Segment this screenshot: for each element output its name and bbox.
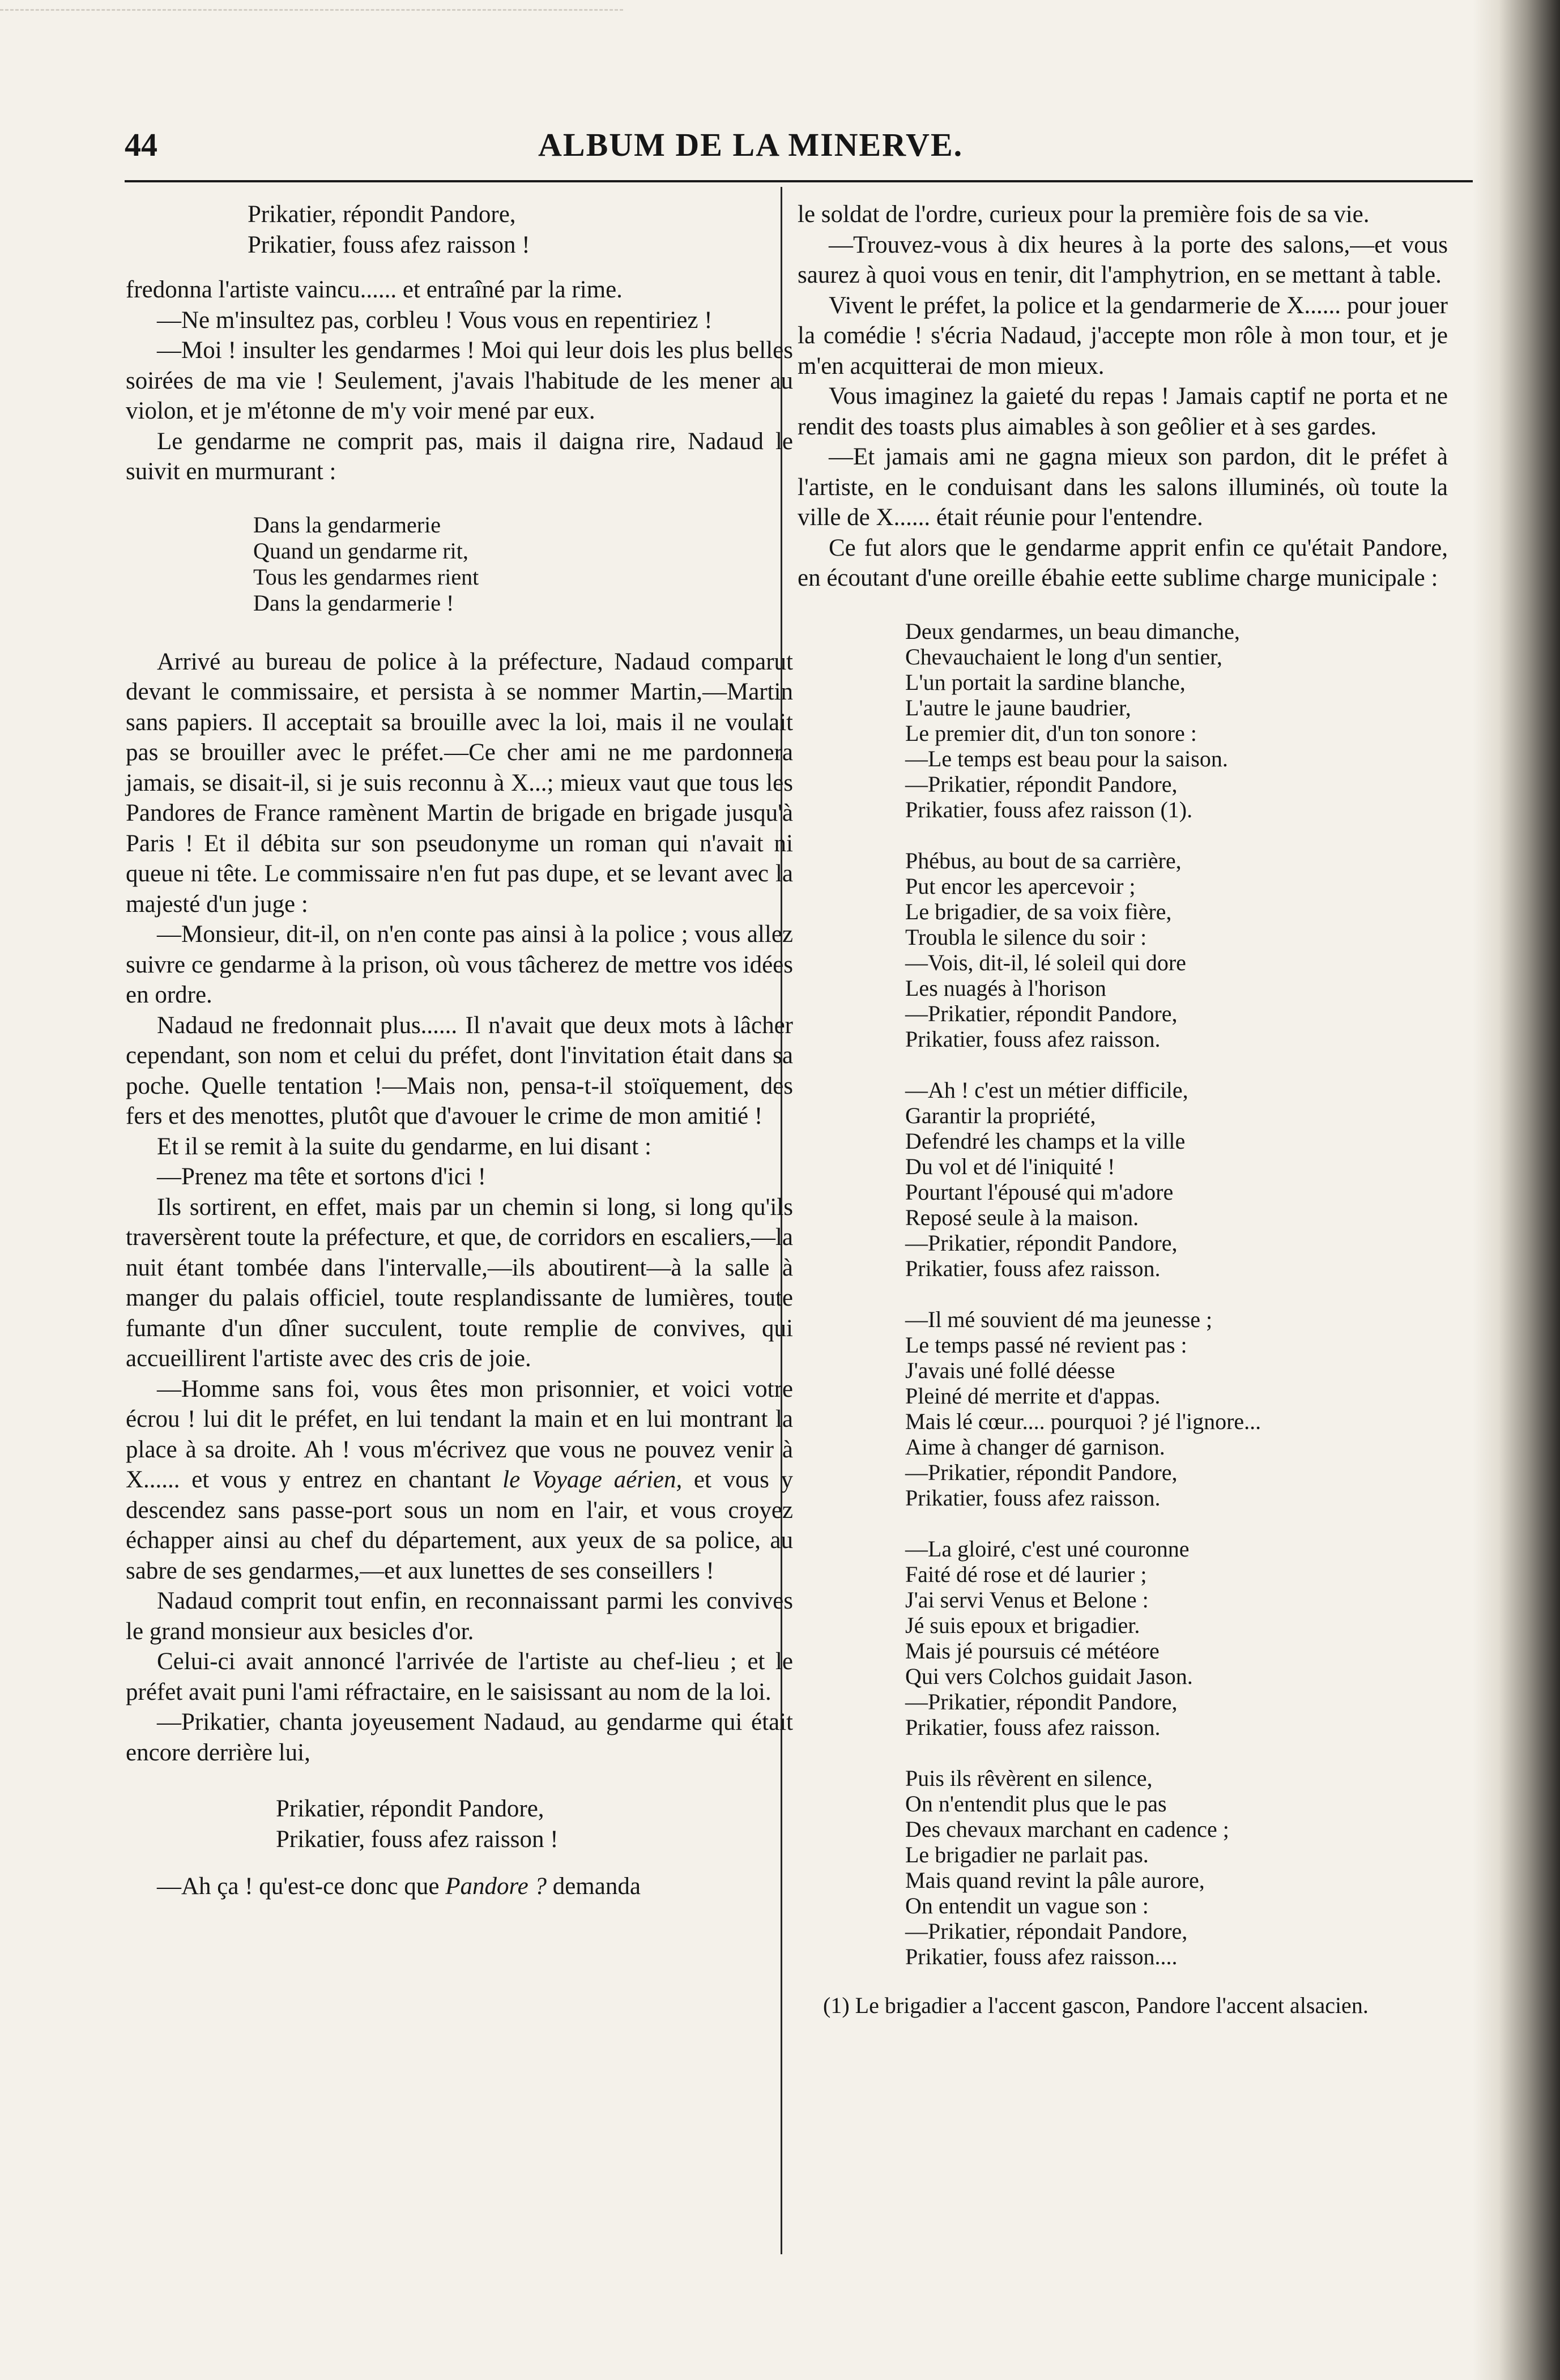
verse-line: Prikatier, répondit Pandore, [276,1795,544,1822]
paragraph: Ils sortirent, en effet, mais par un chemin si long, si long qu'ils traversèrent toute la préfecture, et que, de corridors en escaliers,—la nuit étant tombée dans l'intervalle,—ils aboutirent—à la salle à manger du palais officiel, toute resplandissante de lumières, toute fumante d'un dîner succulent, toute remplie de convives, qui accueillirent l'artiste avec des cris de joie. [126,1193,793,1372]
page-number: 44 [125,126,157,163]
verse-line: On n'entendit plus que le pas [905,1790,1167,1816]
verse-line: Prikatier, fouss afez raisson ! [276,1825,559,1853]
song-stanza [798,1536,1448,1740]
verse-line: Le brigadier, de sa voix fière, [905,898,1172,924]
verse-gendarmerie [126,512,793,616]
verse-line: Reposé seule à la maison. [905,1204,1139,1230]
verse-line: Les nuagés à l'horison [905,975,1106,1001]
verse-line: Puis ils rêvèrent en silence, [905,1765,1153,1791]
verse-line: Aime à changer dé garnison. [905,1434,1165,1460]
paragraph: Celui-ci avait annoncé l'arrivée de l'artiste au chef-lieu ; et le préfet avait puni l'ami réfractaire, en le saisissant au nom de la loi. [126,1648,793,1705]
scan-top-edge [0,0,623,11]
verse-refrain-top [126,199,793,260]
paragraph: —Ne m'insultez pas, corbleu ! Vous vous en repentiriez ! [157,306,713,334]
verse-line: Des chevaux marchant en cadence ; [905,1816,1229,1842]
italic-word: Pandore ? [445,1873,547,1900]
verse-line: Prikatier, fouss afez raisson.... [905,1943,1178,1969]
verse-line: —Prikatier, répondit Pandore, [905,1459,1178,1485]
verse-line: —Il mé souvient dé ma jeunesse ; [905,1306,1213,1332]
verse-line: Le temps passé né revient pas : [905,1332,1187,1358]
paragraph-text: —Ah ça ! qu'est-ce donc que [157,1873,440,1900]
page-gutter-shadow [1473,0,1560,2380]
paragraph: Vous imaginez la gaieté du repas ! Jamais captif ne porta et ne rendit des toasts plus aimables à son geôlier et à ses gardes. [798,383,1448,440]
header-rule [125,180,1473,182]
song-stanza [798,848,1448,1052]
verse-line: —Prikatier, répondit Pandore, [905,1000,1178,1026]
paragraph-text: et vous y descendez sans passe-port sous un nom en l'air, et vous croyez échapper ainsi au chef du département, aux yeux de sa police, au sabre de ses gendarmes,—et aux lunettes de ses conseillers ! [126,1466,793,1584]
verse-line: Deux gendarmes, un beau dimanche, [905,618,1240,644]
verse-line: —Vois, dit-il, lé soleil qui dore [905,949,1186,975]
verse-line: Prikatier, répondit Pandore, [248,201,516,228]
verse-line: Chevauchaient le long d'un sentier, [905,643,1222,669]
song-stanza [798,1765,1448,1969]
verse-line: Mais quand revint la pâle aurore, [905,1867,1205,1893]
verse-line: Jé suis epoux et brigadier. [905,1612,1140,1638]
paragraph: —Et jamais ami ne gagna mieux son pardon, dit le préfet à l'artiste, en le conduisant dans les salons illuminés, où toute la ville de X...... était réunie pour l'entendre. [798,443,1448,531]
paragraph: Nadaud ne fredonnait plus...... Il n'avait que deux mots à lâcher cependant, son nom et celui du préfet, dont l'invitation était dans sa poche. Quelle tentation !—Mais non, pensa-t-il stoïquement, des fers et des menottes, plutôt que d'avouer le crime de mon amitié ! [126,1012,793,1129]
verse-line: —Prikatier, répondit Pandore, [905,1230,1178,1256]
song-title: le Voyage aérien, [502,1466,683,1493]
song-stanza [798,1077,1448,1281]
verse-line: Prikatier, fouss afez raisson ! [248,231,530,258]
verse-line: —Prikatier, répondit Pandore, [905,771,1178,797]
verse-line: Pourtant l'épousé qui m'adore [905,1179,1174,1205]
paragraph: Ce fut alors que le gendarme apprit enfin ce qu'était Pandore, en écoutant d'une oreille ébahie eette sublime charge municipale : [798,534,1448,591]
paragraph: Vivent le préfet, la police et la gendarmerie de X...... pour jouer la comédie ! s'écria Nadaud, j'accepte mon rôle à mon tour, et je m'en acquitterai de mon mieux. [798,292,1448,379]
verse-line: Qui vers Colchos guidait Jason. [905,1663,1193,1689]
verse-refrain-bottom [126,1794,793,1854]
paragraph: fredonna l'artiste vaincu...... et entraîné par la rime. [126,276,623,303]
verse-line: Le premier dit, d'un ton sonore : [905,720,1197,746]
verse-line: Dans la gendarmerie ! [253,590,454,616]
paragraph: Arrivé au bureau de police à la préfecture, Nadaud comparut devant le commissaire, et persista à se nommer Martin,—Martin sans papiers. Il acceptait sa brouille avec la loi, mais il ne voulait pas se brouiller avec le préfet.—Ce cher ami ne me pardonnera jamais, se disait-il, si je suis reconnu à X...; mieux vaut que tous les Pandores de France ramènent Martin de brigade en brigade jusqu'à Paris ! Et il débita sur son pseudonyme un roman qui n'avait ni queue ni tête. Le commissaire n'en fut pas dupe, et se levant avec la majesté d'un juge : [126,648,793,918]
song-stanza [798,1307,1448,1511]
paragraph [126,1374,793,1586]
verse-line: Prikatier, fouss afez raisson. [905,1714,1161,1740]
verse-line: Put encor les apercevoir ; [905,873,1136,899]
verse-line: Prikatier, fouss afez raisson. [905,1255,1161,1281]
right-column [798,199,1448,2019]
verse-line: Prikatier, fouss afez raisson. [905,1026,1161,1052]
verse-line: Du vol et dé l'iniquité ! [905,1153,1115,1179]
verse-line: Troubla le silence du soir : [905,924,1147,950]
paragraph: —Prikatier, chanta joyeusement Nadaud, au gendarme qui était encore derrière lui, [126,1709,793,1766]
paragraph-text: —Homme sans foi, vous êtes mon prisonnier, et voici votre écrou ! lui dit le préfet, en lui tendant la main et en lui montrant la place à sa droite. Ah ! vous m'écrivez que vous ne pouvez venir à X...... et vous y entrez en chantant [126,1375,793,1493]
running-title: ALBUM DE LA MINERVE. [538,126,964,163]
verse-line: Prikatier, fouss afez raisson (1). [905,796,1193,822]
verse-line: J'avais uné follé déesse [905,1357,1115,1383]
paragraph: —Prenez ma tête et sortons d'ici ! [157,1163,486,1190]
verse-line: Tous les gendarmes rient [253,564,479,590]
verse-line: Prikatier, fouss afez raisson. [905,1485,1161,1511]
paragraph: Le gendarme ne comprit pas, mais il daigna rire, Nadaud le suivit en murmurant : [126,428,793,485]
song-stanza [798,619,1448,822]
verse-line: Defendré les champs et la ville [905,1128,1186,1154]
verse-line: Phébus, au bout de sa carrière, [905,847,1182,873]
verse-line: On entendit un vague son : [905,1892,1149,1918]
verse-line: L'autre le jaune baudrier, [905,694,1131,720]
footnote: (1) Le brigadier a l'accent gascon, Pandore l'accent alsacien. [823,1992,1369,2018]
page-header [125,126,1473,188]
verse-line: J'ai servi Venus et Belone : [905,1586,1149,1613]
left-column [126,199,793,1902]
verse-line: —Le temps est beau pour la saison. [905,745,1228,771]
verse-line: Le brigadier ne parlait pas. [905,1841,1149,1867]
verse-line: Pleiné dé merrite et d'appas. [905,1383,1161,1409]
verse-line: Garantir la propriété, [905,1102,1096,1128]
paragraph: Nadaud comprit tout enfin, en reconnaissant parmi les convives le grand monsieur aux besicles d'or. [126,1588,793,1645]
paragraph: Et il se remit à la suite du gendarme, en lui disant : [157,1133,651,1160]
verse-line: —La gloiré, c'est uné couronne [905,1536,1190,1562]
verse-line: Faité dé rose et dé laurier ; [905,1561,1147,1587]
verse-line: L'un portait la sardine blanche, [905,669,1186,695]
verse-line: Mais lé cœur.... pourquoi ? jé l'ignore... [905,1408,1261,1434]
paragraph: —Monsieur, dit-il, on n'en conte pas ainsi à la police ; vous allez suivre ce gendarme à la prison, où vous tâcherez de mettre vos idées en ordre. [126,921,793,1008]
verse-line: Quand un gendarme rit, [253,538,468,564]
verse-line: —Prikatier, répondit Pandore, [905,1688,1178,1714]
verse-line: —Prikatier, répondait Pandore, [905,1918,1188,1944]
verse-line: Dans la gendarmerie [253,511,441,538]
paragraph: —Trouvez-vous à dix heures à la porte des salons,—et vous saurez à quoi vous en tenir, dit l'amphytrion, en se mettant à table. [798,231,1448,288]
paragraph-text: demanda [552,1873,641,1900]
paragraph: —Moi ! insulter les gendarmes ! Moi qui leur dois les plus belles soirées de ma vie ! Seulement, j'avais l'habitude de les mener au violon, et je m'étonne de m'y voir mené par eux. [126,337,793,424]
verse-line: Mais jé poursuis cé météore [905,1637,1160,1664]
verse-line: —Ah ! c'est un métier difficile, [905,1077,1188,1103]
paragraph: le soldat de l'ordre, curieux pour la première fois de sa vie. [798,201,1370,228]
paragraph [126,1871,793,1902]
